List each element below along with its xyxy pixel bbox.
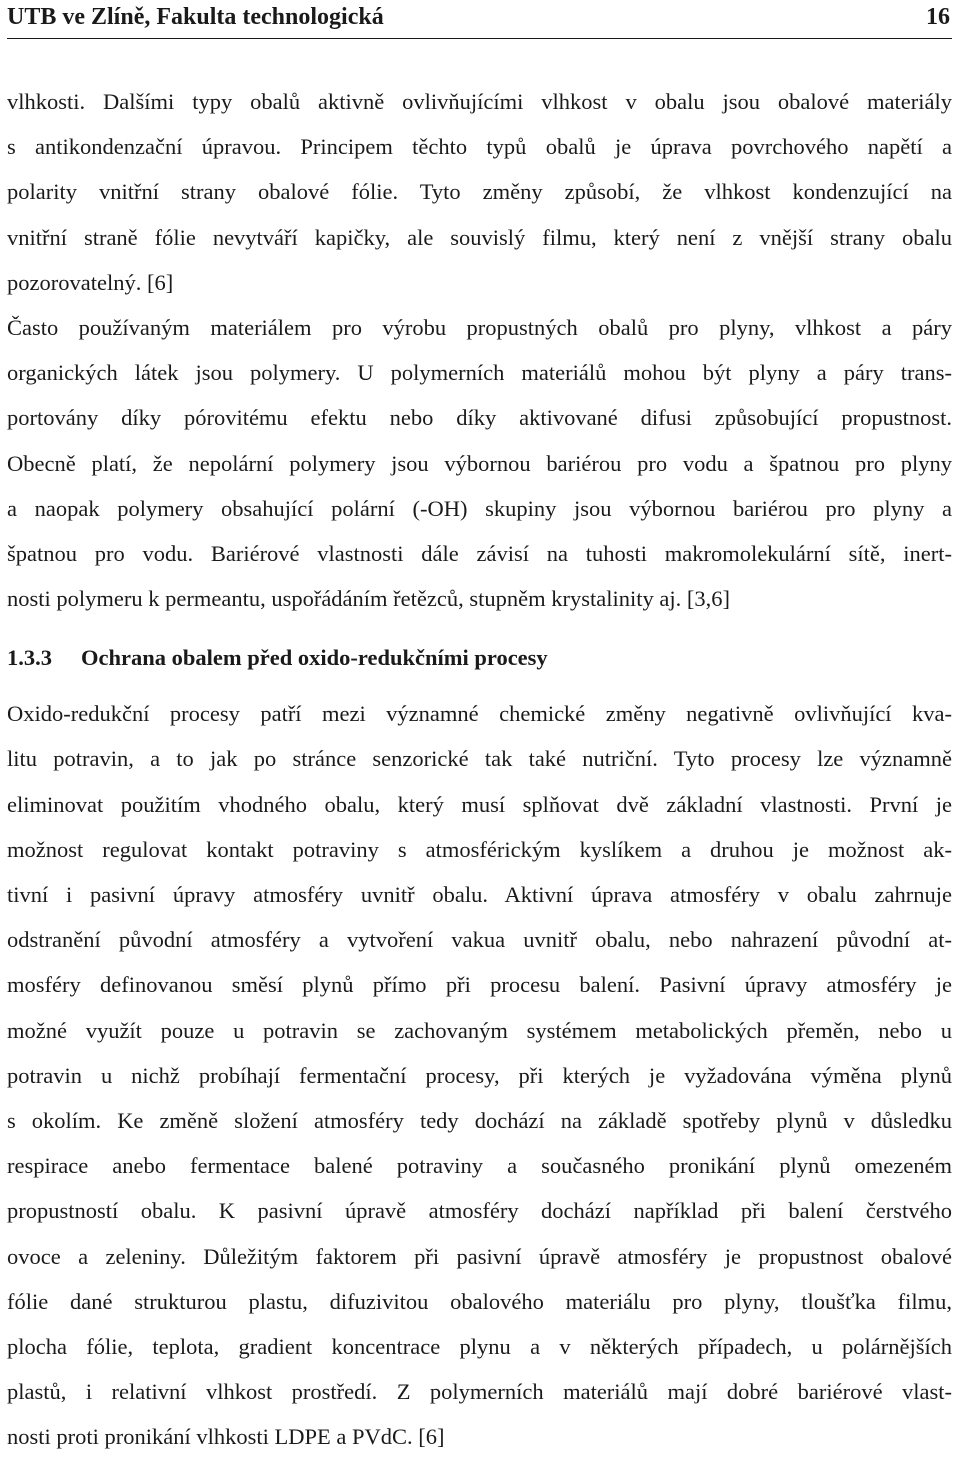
header-title: UTB ve Zlíně, Fakulta technologická (7, 4, 384, 30)
text-line: špatnou pro vodu. Bariérové vlastnosti dále závisí na tuhosti makromolekulární sítě, inert- (7, 540, 952, 566)
text-line: plocha fólie, teplota, gradient koncentrace plynu a v některých případech, u polárnějších (7, 1333, 952, 1359)
text-line: Obecně platí, že nepolární polymery jsou výbornou bariérou pro vodu a špatnou pro plyny (7, 450, 952, 476)
text-line: polarity vnitřní strany obalové fólie. Tyto změny způsobí, že vlhkost kondenzující na (7, 179, 952, 205)
text-line: ovoce a zeleniny. Důležitým faktorem při pasivní úpravě atmosféry je propustnost obalové (7, 1243, 952, 1269)
text-line: mosféry definovanou směsí plynů přímo při procesu balení. Pasivní úpravy atmosféry je (7, 972, 952, 998)
text-line: odstranění původní atmosféry a vytvoření vakua uvnitř obalu, nebo nahrazení původní at- (7, 927, 952, 953)
text-line: Oxido-redukční procesy patří mezi významné chemické změny negativně ovlivňující kva- (7, 701, 952, 727)
page-header (7, 0, 952, 39)
text-line: vnitřní straně fólie nevytváří kapičky, ale souvislý filmu, který není z vnější strany obalu (7, 224, 952, 250)
text-line: eliminovat použitím vhodného obalu, který musí splňovat dvě základní vlastnosti. První je (7, 791, 952, 817)
document-body (7, 79, 952, 1459)
text-line: s antikondenzační úpravou. Principem těchto typů obalů je úprava povrchového napětí a (7, 134, 952, 160)
text-line: nosti polymeru k permeantu, uspořádáním řetězců, stupněm krystalinity aj. [3,6] (7, 586, 730, 612)
section-heading-block (7, 621, 952, 691)
text-line: Často používaným materiálem pro výrobu propustných obalů pro plyny, vlhkost a páry (7, 314, 952, 340)
text-line: plastů, i relativní vlhkost prostředí. Z polymerních materiálů mají dobré bariérové vlast- (7, 1379, 952, 1405)
text-line: portovány díky pórovitému efektu nebo díky aktivované difusi způsobující propustnost. (7, 405, 952, 431)
text-line: možnost regulovat kontakt potraviny s atmosférickým kyslíkem a druhou je možnost ak- (7, 836, 952, 862)
text-line: potravin u nichž probíhají fermentační procesy, při kterých je vyžadována výměna plynů (7, 1062, 952, 1088)
section-heading (7, 635, 548, 680)
text-line: organických látek jsou polymery. U polymerních materiálů mohou být plyny a páry trans- (7, 360, 952, 386)
text-line: a naopak polymery obsahující polární (-OH) skupiny jsou výbornou bariérou pro plyny a (7, 495, 952, 521)
section-number: 1.3.3 (7, 645, 52, 671)
text-line: tivní i pasivní úpravy atmosféry uvnitř obalu. Aktivní úprava atmosféry v obalu zahrnuje (7, 882, 952, 907)
text-line: s okolím. Ke změně složení atmosféry tedy dochází na základě spotřeby plynů v důsledku (7, 1107, 952, 1133)
text-line: možné využít pouze u potravin se zachovaným systémem metabolických přeměn, nebo u (7, 1017, 952, 1043)
paragraph-polymer-permeability (7, 305, 952, 621)
paragraph-moisture-packaging (7, 79, 952, 305)
paragraph-oxido-reduction (7, 691, 952, 1459)
page-number: 16 (926, 4, 950, 30)
text-line: vlhkosti. Dalšími typy obalů aktivně ovlivňujícími vlhkost v obalu jsou obalové materiály (7, 89, 952, 114)
text-line: fólie dané strukturou plastu, difuzivitou obalového materiálu pro plyny, tloušťka filmu, (7, 1288, 952, 1314)
text-line: pozorovatelný. [6] (7, 269, 174, 295)
text-line: respirace anebo fermentace balené potraviny a současného pronikání plynů omezeném (7, 1153, 952, 1179)
section-title: Ochrana obalem před oxido-redukčními procesy (81, 645, 548, 671)
text-line: litu potravin, a to jak po stránce senzorické tak také nutriční. Tyto procesy lze významně (7, 746, 952, 772)
text-line: nosti proti pronikání vlhkosti LDPE a PVdC. [6] (7, 1424, 445, 1450)
text-line: propustností obalu. K pasivní úpravě atmosféry dochází například při balení čerstvého (7, 1198, 952, 1224)
